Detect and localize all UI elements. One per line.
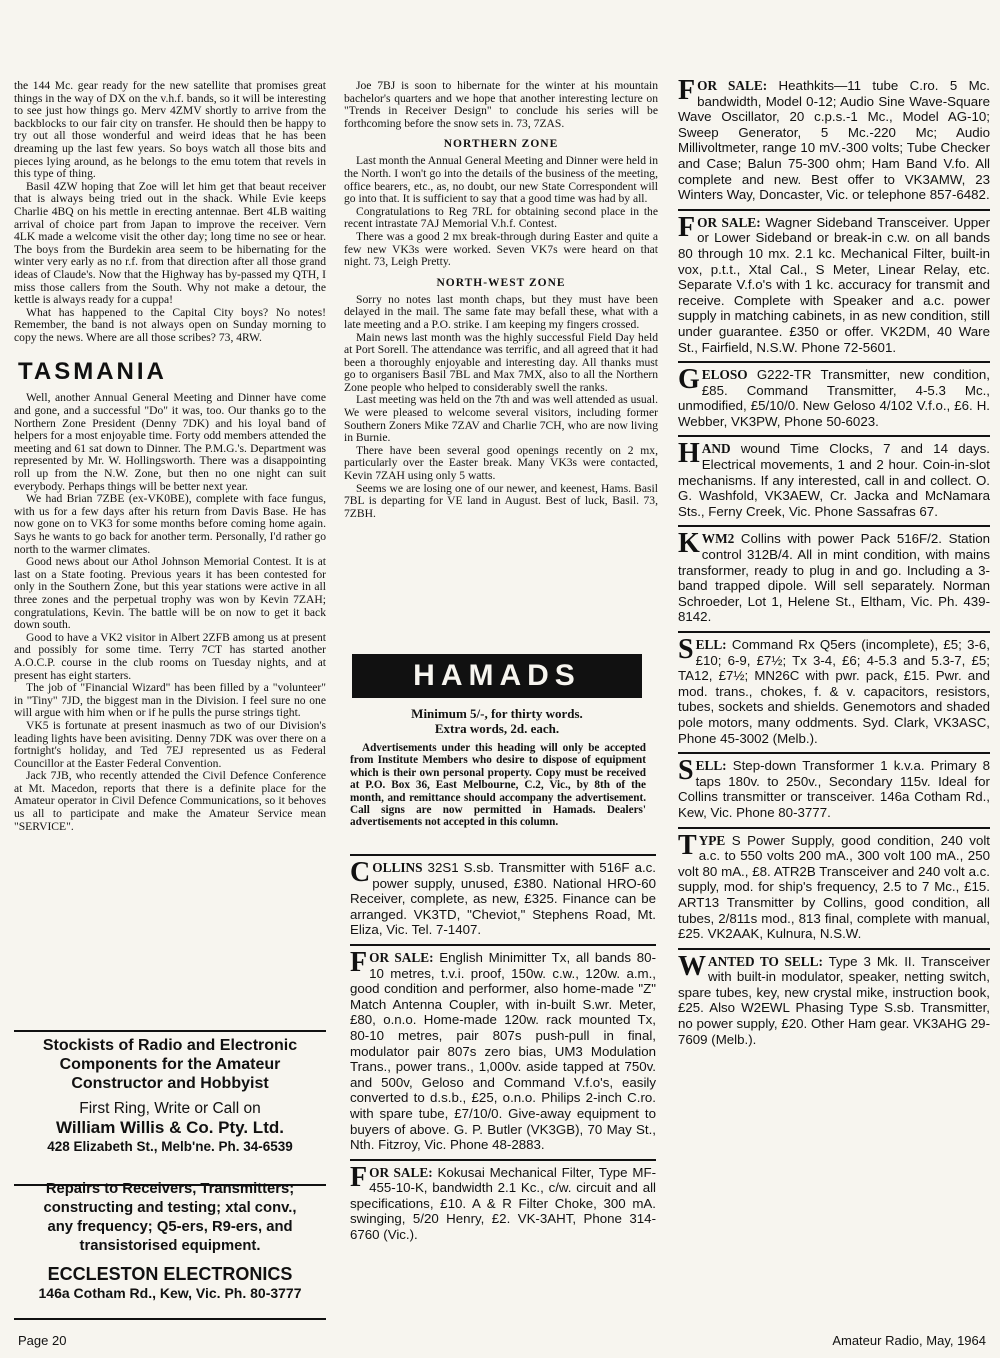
drop-cap: C	[350, 857, 371, 888]
advert-company: ECCLESTON ELECTRONICS	[47, 1264, 293, 1284]
drop-cap: S	[678, 634, 694, 665]
ad-keyword: OR SALE:	[697, 214, 761, 230]
paragraph: Seems we are losing one of our newer, and keenest, Hams. Basil 7BL is departing for VE land in August. Best of luck, Basil. 73, 7ZBH.	[344, 481, 658, 520]
ad-keyword: ANTED TO SELL:	[708, 953, 823, 969]
ad-text: S Power Supply, good condition, 240 volt a.c. to 550 volts 200 mA., 300 volt 100 mA., 250 volt 80 mA., £8. ATR2B Transceiver and 240 volt a.c. supply, mod. for ship's frequency, 2.5 to 7 Mc., £15. ART13 Transmitter by Collins, good condition, all tubes, 2/811s mod., 813 final, complete with manual, £25. VK2AAK, Kulnura, N.S.W.	[678, 832, 990, 942]
paragraph: Well, another Annual General Meeting and Dinner have come and gone, and a successful "Do" it was, too. Our thanks go to the Northern Zone President (Denny 7DK) and his loyal band of helpers for a most enjoyable time. Forty odd members attended the meeting and 61 sat down to Dinner. The P.M.G.'s. Department was represented by Mr. W. Hollingsworth. There was a disappointing roll up from the N.W. Zone, but then no one night can suit everybody. Perhaps things will be better next year.	[14, 391, 326, 493]
classified-ad	[678, 361, 990, 435]
drop-cap: F	[678, 211, 696, 243]
advert-heading: any frequency; Q5-ers, R9-ers, and	[47, 1219, 293, 1235]
hamads-banner: HAMADS	[352, 654, 642, 698]
paragraph: VK5 is fortunate at present inasmuch as two of our Division's leading lights have been avisiting. Denny 7DK was over there on a fortnight's holiday, and Ted 7EJ represented us as Federal Councillor at the Easter Federal Convention.	[14, 718, 326, 770]
classified-ad	[678, 74, 990, 209]
classified-ad	[678, 435, 990, 525]
classified-ad	[678, 631, 990, 752]
paragraph: the 144 Mc. gear ready for the new satellite that promises great things in the way of DX on the v.h.f. bands, so it will be interesting to see just how things go. Merv 4ZMV shortly to arrive from the backblocks to our fair city on transfer. He should then be happy to try out all those wonderful and weird ideas that he has been dreaming up the last few years. So boys watch all those bits and pieces lying around, as he belongs to the emu totem that revels in this type of thing.	[14, 79, 326, 181]
page-number: Page 20	[18, 1333, 67, 1348]
ad-keyword: ELOSO	[701, 367, 748, 383]
advert-william-willis	[14, 1030, 326, 1186]
advert-address: 428 Elizabeth St., Melb'ne. Ph. 34-6539	[47, 1139, 293, 1154]
paragraph: Joe 7BJ is soon to hibernate for the winter at his mountain bachelor's quarters and we hope that another interesting lecture on "Trends in Receiver Design" to conclude his series will be forthcoming before the snow sets in. 73, 7ZAS.	[344, 79, 658, 130]
section-title-northern-zone: NORTHERN ZONE	[443, 138, 559, 151]
ad-keyword: OLLINS	[372, 860, 423, 875]
paragraph: There was a good 2 mx break-through during Easter and quite a few new VK3s were worked. Seven VK7s were heard on that night. 73, Leigh Pretty.	[344, 229, 658, 269]
advert-line: First Ring, Write or Call on	[79, 1100, 261, 1117]
classifieds-right	[678, 74, 990, 1053]
section-title-north-west-zone: NORTH-WEST ZONE	[436, 276, 566, 289]
classified-ad	[350, 944, 656, 1159]
paragraph: Good to have a VK2 visitor in Albert 2ZFB among us at present and possibly for some time. Terry 7CT has started another A.O.C.P. course in the club rooms on Tuesday nights, and at present has eight starters.	[14, 630, 326, 682]
paragraph: Last month the Annual General Meeting and Dinner were held in the North. I won't go into the details of the business of the meeting, office bearers, etc., as, no doubt, our new State Correspondent will go into that. It is sufficient to say that a good time was had by all.	[344, 154, 658, 206]
magazine-issue: Amateur Radio, May, 1964	[832, 1333, 986, 1348]
ad-text: 32S1 S.sb. Transmitter with 516F a.c. power supply, unused, £380. National HRO-60 Receiver, complete, as new, £325. Finance can be arranged. VK3TD, "Cheviot," Stephens Road, Mt. Eliza, Vic. Tel. 7-1407.	[350, 860, 656, 938]
classifieds-middle	[350, 854, 656, 1249]
classified-ad	[678, 209, 990, 361]
advert-heading: Stockists of Radio and Electronic	[42, 1037, 298, 1054]
drop-cap: F	[678, 75, 696, 106]
advert-heading: transistorised equipment.	[79, 1238, 261, 1254]
ad-keyword: AND	[701, 441, 731, 457]
column-left	[14, 80, 326, 833]
ad-text: English Minimitter Tx, all bands 80-10 metres, t.v.i. proof, 150w. c.w., 120w. a.m., good condition and performer, also home-made "Z" Match Antenna Coupler, with in-built S.wr. Meter, £80, o.n.o. Home-made 120w. rack mounted Tx, 80-10 metres, pair 807s push-pull in final, modulator pair 807s zero bias, UM3 Modulation Trans., power trans., 1,000v. aside tapped at 750v. and 500v, Geloso and Command V.f.o's, easily converted to d.s.b., £25, o.n.o. Philips 2-inch C.ro. with spare tube, £7/10/0. Give-away equipment to buyers of above. G. P. Butler (VK3GB), 70 May St., Nth. Fitzroy, Vic. Phone 48-2883.	[350, 949, 657, 1153]
drop-cap: T	[678, 829, 697, 861]
drop-cap: H	[678, 438, 700, 470]
ad-keyword: ELL:	[695, 637, 727, 652]
paragraph: Sorry no notes last month chaps, but they must have been delayed in the mail. The same fate may befall these, what with a late meeting and a P.O. strike. I am keeping my fingers crossed.	[344, 292, 658, 331]
ad-text: Type 3 Mk. II. Transceiver with built-in modulator, speaker, netting switch, spare tubes, key, new crystal mike, instruction book, £25. Also W2EWL Phasing Type S.sb. Transmitter, no power supply, £20. Other Ham gear. VK3AHG 29-7609 (Melb.).	[678, 953, 990, 1047]
paragraph: Congratulations to Reg 7RL for obtaining second place in the recent intrastate 7AJ Memorial V.h.f. Contest.	[344, 204, 658, 231]
ad-text: Step-down Transformer 1 k.v.a. Primary 8 taps 180v. to 250v., Secondary 115v. Ideal for Collins transmitter or transceiver. 146a Cotham Rd., Kew, Vic. Phone 80-3777.	[678, 758, 990, 820]
hamads-conditions: Advertisements under this heading will only be accepted from Institute Members who desire to dispose of equipment which is their own personal property. Copy must be received at P.O. Box 36, East Melbourne, C.2, Vic., by 8th of the month, and remittance should accompany the advertisement. Call signs are now permitted in Hamads. Dealers' advertisements not accepted in this column.	[350, 742, 646, 829]
advert-heading: Constructor and Hobbyist	[71, 1075, 269, 1092]
column-middle	[344, 80, 658, 520]
hamads-rate-extra: Extra words, 2d. each.	[434, 721, 560, 736]
paragraph: The job of "Financial Wizard" has been filled by a "volunteer" in "Tiny" 7JD, the biggest man in the Division. I feel sure no one will argue with him when or if he pulls the purse strings tight.	[14, 681, 326, 720]
ad-text: Wagner Sideband Transceiver. Upper or Lower Sideband or break-in c.w. on all bands 80 through 10 mx. 2.1 kc. Mechanical Filter, built-in vox, p.t.t., Xtal Cal., S Meter, Linear Relay, etc. Separate V.f.o's with 1 kc. accuracy for transmit and receive. Complete with Speaker and a.c. power supply in matching cabinets, in as new condition, still under guarantee. £350 or offer. VK2DM, 40 Ware St., Fairfield, N.S.W. Phone 72-5601.	[678, 214, 991, 355]
classified-ad	[678, 752, 990, 826]
drop-cap: F	[350, 946, 368, 978]
hamads-rate-minimum: Minimum 5/-, for thirty words.	[411, 706, 583, 721]
classified-ad	[350, 1159, 656, 1249]
classified-ad	[678, 525, 990, 631]
drop-cap: W	[678, 950, 706, 982]
hamads-rates	[352, 706, 642, 736]
ad-text: G222-TR Transmitter, new condition, £85. Command Transmitter, 4-5.3 Mc., unmodified, £5/10/0. New Geloso 4/102 V.f.o., £6. H. Webber, VK3PW, Phone 50-6023.	[678, 367, 990, 429]
drop-cap: K	[678, 528, 700, 560]
ad-keyword: ELL:	[695, 758, 727, 774]
paragraph: We had Brian 7ZBE (ex-VK0BE), complete with face fungus, with us for a few days after his return from Davis Base. He has now gone on to VK3 for some months before coming home again. Says he wants to go back for another term. Personally, I'd rather go north to the warmer climates.	[14, 492, 326, 556]
ad-keyword: OR SALE:	[369, 1164, 433, 1180]
advert-company: William Willis & Co. Pty. Ltd.	[56, 1118, 284, 1137]
drop-cap: S	[678, 755, 694, 787]
drop-cap: F	[350, 1161, 368, 1193]
advert-heading: Components for the Amateur	[59, 1056, 281, 1073]
classified-ad	[678, 948, 990, 1054]
advert-heading: constructing and testing; xtal conv.,	[43, 1200, 297, 1216]
section-title-tasmania: TASMANIA	[18, 358, 167, 386]
ad-text: Collins with power Pack 516F/2. Station control 312B/4. All in mint condition, with mains transformer, ready to plug in and go. Including a 3-band trapped dipole. Will sell separately. Norman Schroeder, Lot 1, Helene St., Eltham, Vic. Ph. 439-8142.	[678, 531, 990, 625]
ad-text: wound Time Clocks, 7 and 14 days. Electrical movements, 1 and 2 hour. Coin-in-slot mechanisms. If any interested, call in and collect. O. G. Washfold, VK3AEW, Cr. Jacka and McNamara Sts., Ferny Creek, Vic. Phone Sassafras 67.	[678, 441, 990, 519]
ad-keyword: OR SALE:	[697, 78, 768, 93]
classified-ad	[350, 854, 656, 944]
advert-address: 146a Cotham Rd., Kew, Vic. Ph. 80-3777	[38, 1285, 302, 1301]
ad-text: Kokusai Mechanical Filter, Type MF-455-10-K, bandwidth 2.1 Kc., c/w. circuit and all specifications, £10. A & R Filter Choke, 300 mA. swinging, 5/20 Henry, £2. VK-3AHT, Phone 314-6760 (Vic.).	[350, 1164, 657, 1243]
ad-text: Command Rx Q5ers (incomplete), £5; 3-6, £10; 6-9, £7½; Tx 3-4, £6; 4-5.3 and 5.3-7, £5; TA12, £7½; MN26C with pwr. pack, £15. Pwr. and mod. trans., chokes, f. & v. capacitors, resistors, tubes, sockets and shields. Genemotors and shaded pole motors, many oddments. Syd. Clark, VK3ASC, Phone 45-3002 (Melb.).	[678, 637, 990, 746]
paragraph: What has happened to the Capital City boys? No notes! Remember, the band is not always open on Sunday morning to copy the news. Where are all those scribes? 73, 4RW.	[14, 305, 326, 344]
paragraph: Jack 7JB, who recently attended the Civil Defence Conference at Mt. Macedon, reports that there is a definite place for the Amateur operator in Civil Defence Communications, so it behoves us all to participate and make the Amateur Service mean "SERVICE".	[14, 769, 326, 833]
drop-cap: G	[678, 364, 700, 396]
paragraph: Basil 4ZW hoping that Zoe will let him get that beaut receiver that is always being tried out in the shack. While Evie keeps Charlie 4BQ on his mettle in erecting antennae. Bert 4LB waiting arrival of choice part from Japan to improve the receiver. Vern 4LK made a welcome visit the other day; long time no see or hear. The boys from the Burdekin area seem to be hibernating for the winter very early as no r.f. from that direction after all those grand ideas of Claude's. Now that the Highway has by-passed my QTH, I miss those callers from the South. Why not make a detour, the kettle is always ready for a cuppa!	[14, 179, 326, 307]
paragraph: There have been several good openings recently on 2 mx, particularly over the Easter break. Many VK3s were contacted, Kevin 7ZAH using only 5 watts.	[344, 443, 658, 483]
classified-ad	[678, 827, 990, 948]
paragraph: Main news last month was the highly successful Field Day held at Port Sorell. The attendance was terrific, and all agreed that it had been a thoroughly enjoyable and interesting day. All thanks must go to organisers Basil 7BL and Max 7MX, also to all the Northern Zone people who helped to considerably swell the ranks.	[344, 330, 658, 394]
paragraph: Good news about our Athol Johnson Memorial Contest. It is at last on a State footing. Previous years it has been contested for only in the Southern Zone, but this year stations were active in all three zones and the perpetual trophy was won by Kevin 7ZAH; congratulations, Kevin. The battle will be on now to get it back down south.	[14, 555, 326, 632]
advert-heading: Repairs to Receivers, Transmitters;	[45, 1181, 295, 1197]
ad-keyword: WM2	[701, 531, 735, 547]
ad-keyword: YPE	[698, 832, 726, 848]
paragraph: Last meeting was held on the 7th and was well attended as usual. We were pleased to welcome several visitors, including former Southern Zoners Mike 7ZAV and Charlie 7CH, who are now living in Burnie.	[344, 393, 658, 445]
ad-text: Heathkits—11 tube C.ro. 5 Mc. bandwidth, Model 0-12; Audio Sine Wave-Square Wave Oscillator, 20 c.p.s.-1 Mc., Model AG-10; Sweep Generator, 5 Mc.-220 Mc; Audio Millivoltmeter, range 10 mV.-300 volts; Tube Checker and Case; Balun 75-300 ohm; Ham Band V.fo. All complete and new. Best offer to VK3AMW, 23 Winters Way, Doncaster, Vic. or telephone 857-6482.	[678, 78, 990, 203]
ad-keyword: OR SALE:	[369, 949, 434, 965]
advert-eccleston	[14, 1176, 326, 1320]
